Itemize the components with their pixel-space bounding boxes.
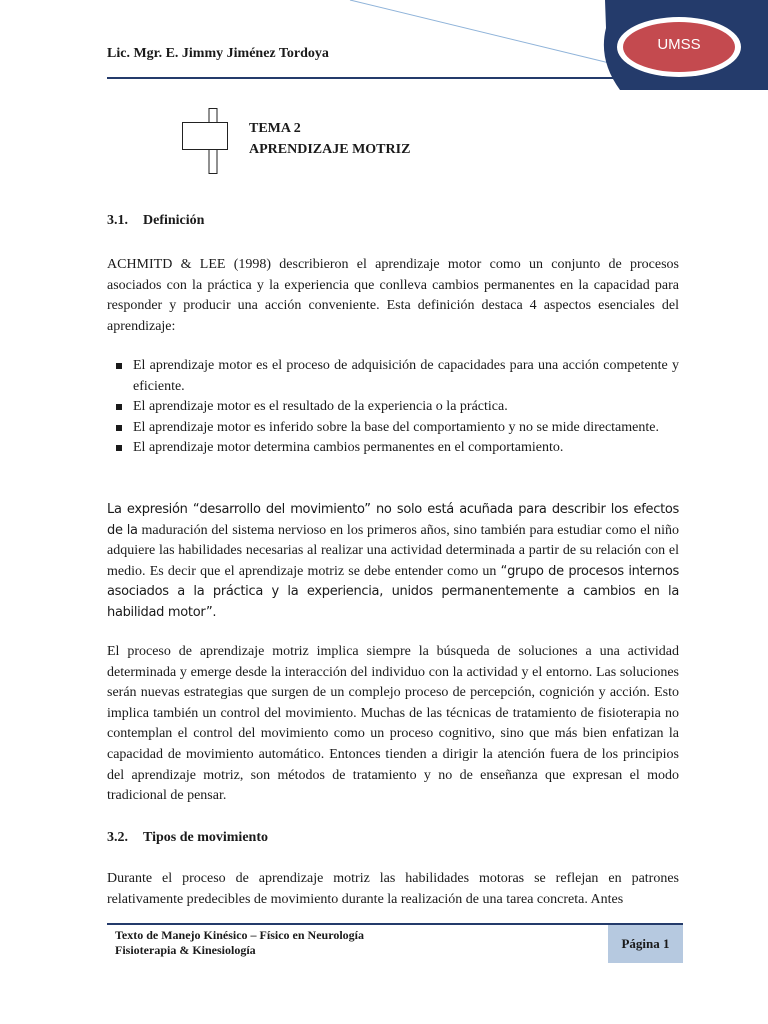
section-heading-definicion	[107, 213, 204, 229]
paragraph-desarrollo	[107, 500, 679, 624]
tema-number: TEMA 2	[249, 121, 301, 136]
bullet-list	[107, 356, 679, 459]
footer-line-1: Texto de Manejo Kinésico – Físico en Neurología	[115, 928, 364, 942]
footer-divider	[107, 923, 683, 925]
bullet-icon	[116, 363, 122, 369]
quote-definition: “grupo de procesos internos asociados a la práctica y la experiencia, unidos permanentemente a cambios en la habilidad motor”.	[107, 563, 680, 620]
tema-title: APRENDIZAJE MOTRIZ	[249, 142, 411, 157]
list-item: El aprendizaje motor determina cambios permanentes en el comportamiento.	[107, 438, 679, 459]
list-item: El aprendizaje motor es inferido sobre la base del comportamiento y no se mide directamente.	[107, 418, 679, 439]
section-number: 3.1.	[107, 213, 128, 228]
section-number: 3.2.	[107, 830, 128, 845]
header-author: Lic. Mgr. E. Jimmy Jiménez Tordoya	[107, 46, 329, 61]
tema-bracket-icon	[182, 108, 228, 174]
quote-expression: La expresión “desarrollo del movimiento” no solo está acuñada para describir los efectos de la	[107, 502, 679, 538]
tema-heading	[249, 118, 410, 160]
section-heading-tipos	[107, 830, 268, 846]
section-title: Tipos de movimiento	[143, 830, 268, 845]
paragraph-intro: ACHMITD & LEE (1998) describieron el aprendizaje motor como un conjunto de procesos asociados con la práctica y la experiencia que conlleva cambios permanentes en la capacidad para responder y producir una acción conveniente. Esta definición destaca 4 aspectos esenciales del aprendizaje:	[107, 257, 679, 334]
paragraph-proceso: El proceso de aprendizaje motriz implica siempre la búsqueda de soluciones a una actividad determinada y emerge desde la interacción del individuo con la actividad y el entorno. Las soluciones serán nuevas estrategias que surgen de un complejo proceso de percepción, cognición y acción. Esto implica también un control del movimiento. Muchas de las técnicas de tratamiento de fisioterapia no contemplan el control del movimiento como un proceso cognitivo, sino que más bien enfatizan la capacidad de movimiento automático. Entonces tienden a dirigir la atención fuera de los principios del aprendizaje motriz, son métodos de tratamiento y no de enseñanza que expresan el modo tradicional de pensar.	[107, 644, 679, 804]
bullet-icon	[116, 404, 122, 410]
section-title: Definición	[143, 213, 205, 228]
footer-line-2: Fisioterapia & Kinesiología	[115, 943, 256, 957]
footer-text	[115, 928, 364, 958]
paragraph-text: maduración del sistema nervioso en los primeros años, sino también para estudiar como el niño adquiere las habilidades necesarias al realizar una actividad determinada a partir de su relación con el medio. Es decir que el aprendizaje motriz se debe entender como un	[107, 522, 680, 579]
list-item: El aprendizaje motor es el resultado de la experiencia o la práctica.	[107, 397, 679, 418]
bullet-icon	[116, 445, 122, 451]
bullet-icon	[116, 425, 122, 431]
list-item: El aprendizaje motor es el proceso de adquisición de capacidades para una acción competente y eficiente.	[107, 356, 679, 397]
paragraph-tipos: Durante el proceso de aprendizaje motriz las habilidades motoras se reflejan en patrones relativamente predecibles de movimiento durante la realización de una tarea concreta. Antes	[107, 871, 679, 907]
page-number: Página 1	[608, 925, 683, 963]
logo-text: UMSS	[657, 36, 701, 53]
